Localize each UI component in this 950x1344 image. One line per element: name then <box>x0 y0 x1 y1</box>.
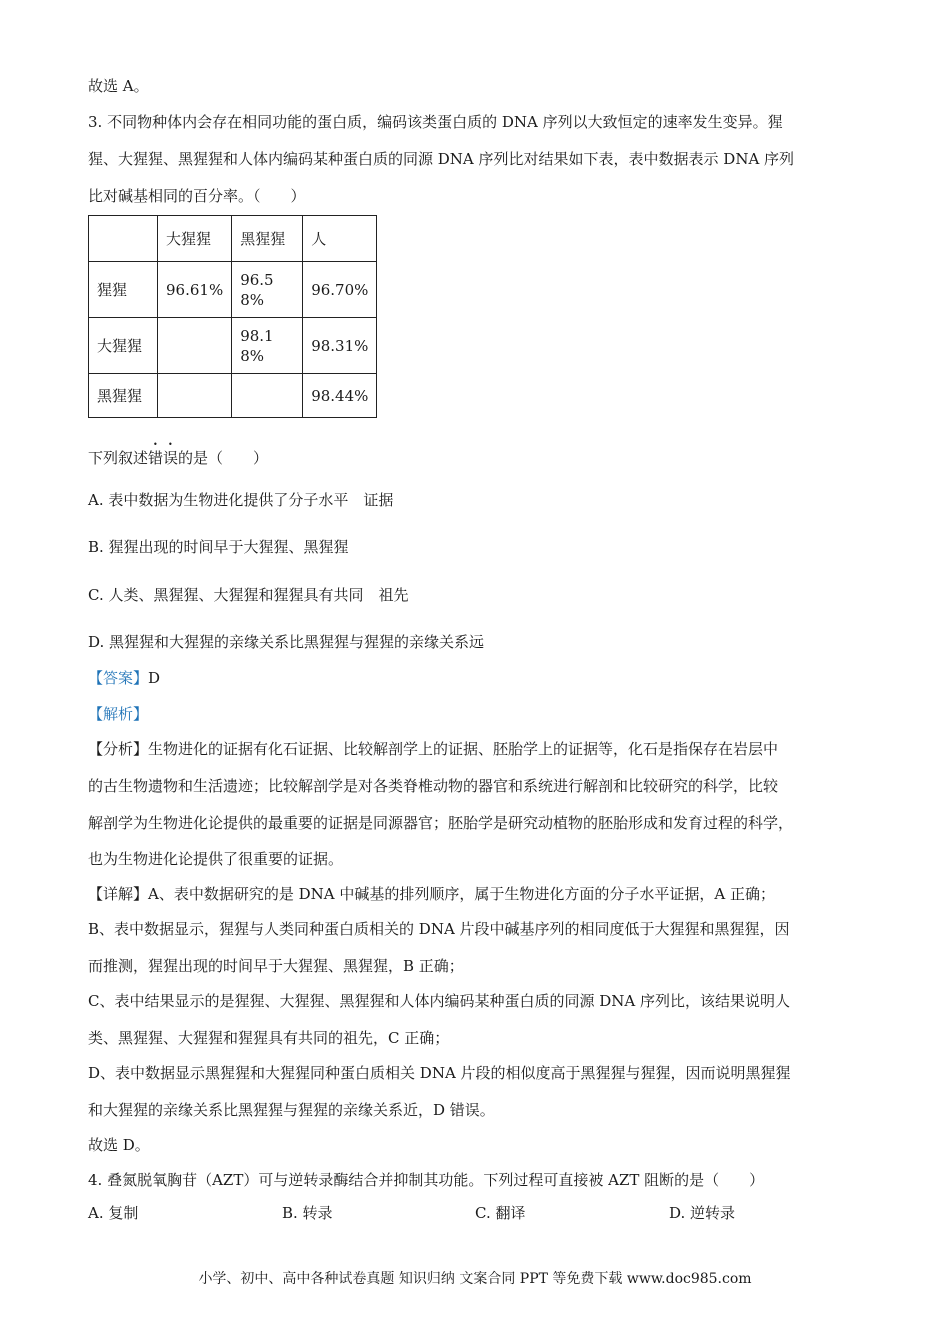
detail-line-4: C、表中结果显示的是猩猩、大猩猩、黑猩猩和人体内编码某种蛋白质的同源 DNA 序列比，该结果说明人 <box>88 992 791 1010</box>
table-cell: 96.58% <box>232 262 303 318</box>
table-cell: 98.18% <box>232 318 303 374</box>
q3-stem-line-2: 猩、大猩猩、黑猩猩和人体内编码某种蛋白质的同源 DNA 序列比对结果如下表，表中数据表示 DNA 序列 <box>88 150 795 168</box>
q4-option-b: B. 转录 <box>282 1204 333 1222</box>
q3-option-c: C. 人类、黑猩猩、大猩猩和猩猩具有共同 祖先 <box>88 586 409 604</box>
answer-value: D <box>148 669 161 687</box>
table-row <box>89 262 377 318</box>
row-label: 猩猩 <box>89 262 158 318</box>
table-cell: 98.31% <box>303 318 377 374</box>
detail-line-7: 和大猩猩的亲缘关系比黑猩猩与猩猩的亲缘关系近，D 错误。 <box>88 1101 495 1119</box>
analysis-line-3: 解剖学为生物进化论提供的最重要的证据是同源器官；胚胎学是研究动植物的胚胎形成和发育过程的科学， <box>88 814 794 832</box>
q3-stem-line-3: 比对碱基相同的百分率。（ ） <box>88 187 306 205</box>
table-cell <box>232 374 303 418</box>
q3-option-b: B. 猩猩出现的时间早于大猩猩、黑猩猩 <box>88 538 349 556</box>
row-label: 大猩猩 <box>89 318 158 374</box>
analysis-line-1: 【分析】生物进化的证据有化石证据、比较解剖学上的证据、胚胎学上的证据等，化石是指保存在岩层中 <box>88 740 779 758</box>
q4-option-c: C. 翻译 <box>475 1204 526 1222</box>
row-label: 黑猩猩 <box>89 374 158 418</box>
detail-line-5: 类、黑猩猩、大猩猩和猩猩具有共同的祖先，C 正确； <box>88 1029 450 1047</box>
q3-option-a: A. 表中数据为生物进化提供了分子水平 证据 <box>88 491 394 509</box>
detail-line-6: D、表中数据显示黑猩猩和大猩猩同种蛋白质相关 DNA 片段的相似度高于黑猩猩与猩猩，因而说明黑猩猩 <box>88 1064 791 1082</box>
q3-option-d: D. 黑猩猩和大猩猩的亲缘关系比黑猩猩与猩猩的亲缘关系远 <box>88 633 485 651</box>
table-cell <box>158 374 232 418</box>
q3-stem-line-1: 3. 不同物种体内会存在相同功能的蛋白质，编码该类蛋白质的 DNA 序列以大致恒定的速率发生变异。猩 <box>88 113 783 131</box>
q3-prompt <box>88 440 268 468</box>
q4-option-d: D. 逆转录 <box>669 1204 736 1222</box>
q3-prompt-end: 的是（ ） <box>178 449 269 467</box>
answer-line <box>88 668 160 688</box>
analysis-line-2: 的古生物遗物和生活遗迹；比较解剖学是对各类脊椎动物的器官和系统进行解剖和比较研究的科学，比较 <box>88 777 779 795</box>
q3-prompt-emphasis: 错误 <box>148 449 179 467</box>
table-header-cell <box>89 216 158 262</box>
analysis-line-4: 也为生物进化论提供了很重要的证据。 <box>88 850 344 868</box>
table-row <box>89 318 377 374</box>
table-cell: 98.44% <box>303 374 377 418</box>
table-cell: 96.61% <box>158 262 232 318</box>
table-header-cell: 黑猩猩 <box>232 216 303 262</box>
detail-line-1: 【详解】A、表中数据研究的是 DNA 中碱基的排列顺序，属于生物进化方面的分子水平证据，A 正确； <box>88 885 775 903</box>
table-row <box>89 374 377 418</box>
analysis-label: 【解析】 <box>88 705 149 723</box>
detail-line-2: B、表中数据显示，猩猩与人类同种蛋白质相关的 DNA 片段中碱基序列的相同度低于大猩猩和黑猩猩，因 <box>88 920 790 938</box>
table-header-cell: 大猩猩 <box>158 216 232 262</box>
page-footer: 小学、初中、高中各种试卷真题 知识归纳 文案合同 PPT 等免费下载 www.doc985.com <box>198 1271 752 1287</box>
detail-line-3: 而推测，猩猩出现的时间早于大猩猩、黑猩猩，B 正确； <box>88 957 464 975</box>
table-header-row <box>89 216 377 262</box>
previous-conclusion: 故选 A。 <box>88 77 149 95</box>
dna-comparison-table <box>88 215 377 418</box>
answer-label: 【答案】 <box>88 669 149 687</box>
table-cell <box>158 318 232 374</box>
q3-prompt-start: 下列叙述 <box>88 449 149 467</box>
q4-option-a: A. 复制 <box>88 1204 139 1222</box>
q3-conclusion: 故选 D。 <box>88 1136 150 1154</box>
q4-stem: 4. 叠氮脱氧胸苷（AZT）可与逆转录酶结合并抑制其功能。下列过程可直接被 AZT 阻断的是（ ） <box>88 1171 765 1189</box>
table-cell: 96.70% <box>303 262 377 318</box>
table-header-cell: 人 <box>303 216 377 262</box>
